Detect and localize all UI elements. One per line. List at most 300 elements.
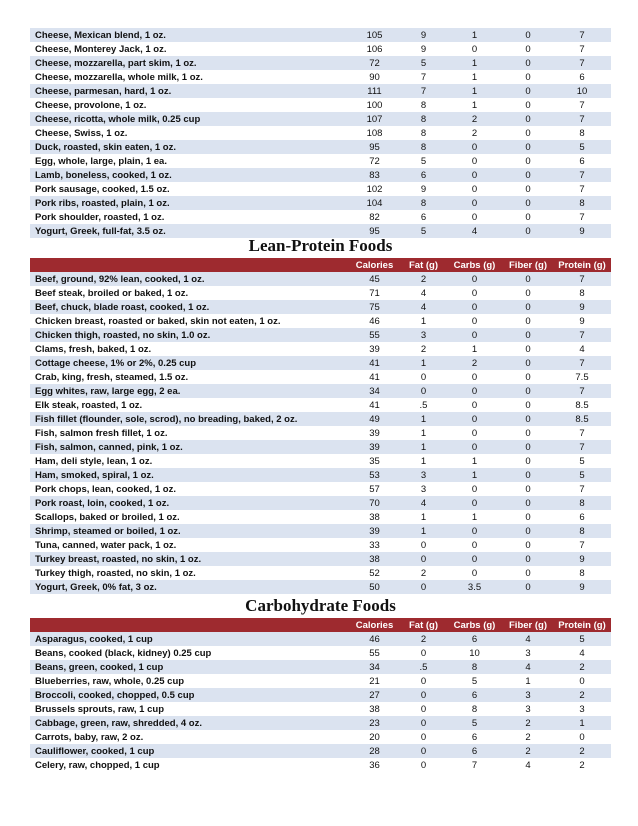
- nutrient-value-cell: 0: [471, 141, 478, 153]
- food-name-cell: Ham, smoked, spiral, 1 oz.: [35, 469, 154, 481]
- food-name-cell: Fish fillet (flounder, sole, scrod), no breading, baked, 2 oz.: [35, 413, 298, 425]
- nutrient-value-cell: 57: [369, 483, 380, 495]
- nutrient-value-cell: 9: [579, 581, 585, 593]
- top-food-table: [30, 28, 611, 238]
- nutrient-value-cell: 0: [525, 169, 531, 181]
- nutrient-value-cell: 0: [471, 197, 478, 209]
- food-name-cell: Crab, king, fresh, steamed, 1.5 oz.: [35, 371, 189, 383]
- nutrient-value-cell: 0: [471, 371, 478, 383]
- nutrient-value-cell: 6: [471, 633, 478, 645]
- nutrient-value-cell: 0: [525, 57, 531, 69]
- nutrient-value-cell: 4: [420, 497, 427, 509]
- nutrient-value-cell: 38: [369, 511, 380, 523]
- nutrient-value-cell: 39: [369, 343, 380, 355]
- food-name-cell: Pork shoulder, roasted, 1 oz.: [35, 211, 165, 223]
- table-row: [30, 674, 611, 688]
- nutrient-value-cell: 2: [579, 745, 585, 757]
- nutrient-value-cell: 5: [420, 57, 427, 69]
- nutrient-value-cell: 10: [469, 647, 480, 659]
- nutrient-value-cell: 90: [369, 71, 380, 83]
- nutrient-value-cell: 4: [525, 759, 531, 771]
- nutrient-value-cell: 4: [525, 633, 531, 645]
- nutrient-value-cell: 2: [471, 357, 478, 369]
- column-header: Carbs (g): [453, 259, 496, 271]
- nutrient-value-cell: 1: [471, 511, 478, 523]
- nutrient-value-cell: 8: [420, 113, 427, 125]
- nutrient-value-cell: 0: [420, 371, 427, 383]
- table-row: [30, 210, 611, 224]
- nutrient-value-cell: 8: [579, 197, 585, 209]
- nutrient-value-cell: 0: [525, 273, 531, 285]
- nutrient-value-cell: 23: [369, 717, 380, 729]
- nutrient-value-cell: 20: [369, 731, 380, 743]
- nutrient-value-cell: 5: [471, 675, 478, 687]
- nutrient-value-cell: 0: [420, 553, 427, 565]
- nutrient-value-cell: 8.5: [575, 413, 589, 425]
- carbohydrate-title: Carbohydrate Foods: [245, 596, 396, 615]
- table-row: [30, 384, 611, 398]
- nutrient-value-cell: 0: [525, 301, 531, 313]
- food-name-cell: Fish, salmon, canned, pink, 1 oz.: [35, 441, 183, 453]
- column-header: Calories: [355, 619, 394, 631]
- food-name-cell: Shrimp, steamed or boiled, 1 oz.: [35, 525, 181, 537]
- nutrient-value-cell: 6: [471, 731, 478, 743]
- nutrient-value-cell: 2: [420, 273, 427, 285]
- table-row: [30, 168, 611, 182]
- nutrient-value-cell: 0: [471, 427, 478, 439]
- nutrient-value-cell: 7: [579, 385, 585, 397]
- column-header: Fiber (g): [509, 619, 547, 631]
- nutrient-value-cell: 8: [420, 127, 427, 139]
- nutrient-value-cell: 8: [579, 497, 585, 509]
- nutrient-value-cell: 0: [471, 169, 478, 181]
- food-name-cell: Beef, ground, 92% lean, cooked, 1 oz.: [35, 273, 205, 285]
- nutrient-value-cell: 83: [369, 169, 380, 181]
- food-name-cell: Cottage cheese, 1% or 2%, 0.25 cup: [35, 357, 197, 369]
- table-row: [30, 140, 611, 154]
- nutrient-value-cell: 3.5: [467, 581, 482, 593]
- nutrient-value-cell: 6: [471, 745, 478, 757]
- nutrient-value-cell: 0: [525, 71, 531, 83]
- nutrient-value-cell: 0: [579, 731, 585, 743]
- nutrient-value-cell: 0: [471, 329, 478, 341]
- nutrient-value-cell: 0: [471, 211, 478, 223]
- nutrient-value-cell: 0: [471, 315, 478, 327]
- nutrient-value-cell: 0: [525, 441, 531, 453]
- table-row: [30, 688, 611, 702]
- nutrient-value-cell: 0: [525, 567, 531, 579]
- nutrient-value-cell: 2: [525, 717, 531, 729]
- nutrient-value-cell: 9: [579, 315, 585, 327]
- nutrient-value-cell: 107: [366, 113, 383, 125]
- nutrient-value-cell: 0: [525, 99, 531, 111]
- food-name-cell: Cheese, Monterey Jack, 1 oz.: [35, 43, 167, 55]
- nutrient-value-cell: 49: [369, 413, 380, 425]
- nutrient-value-cell: 4: [471, 225, 478, 237]
- table-row: [30, 482, 611, 496]
- nutrient-value-cell: 0: [525, 399, 531, 411]
- nutrient-value-cell: 104: [366, 197, 383, 209]
- nutrient-value-cell: 34: [369, 661, 380, 673]
- nutrient-value-cell: 106: [366, 43, 383, 55]
- nutrient-value-cell: 0: [525, 141, 531, 153]
- nutrient-value-cell: 50: [369, 581, 380, 593]
- nutrient-value-cell: 2: [579, 759, 585, 771]
- nutrient-value-cell: 7: [579, 329, 585, 341]
- column-header: Carbs (g): [453, 619, 496, 631]
- nutrient-value-cell: 5: [471, 717, 478, 729]
- table-row: [30, 646, 611, 660]
- nutrient-value-cell: 0: [525, 113, 531, 125]
- nutrient-value-cell: 0: [471, 441, 478, 453]
- nutrient-value-cell: 0: [525, 413, 531, 425]
- table-row: [30, 286, 611, 300]
- food-name-cell: Elk steak, roasted, 1 oz.: [35, 399, 143, 411]
- nutrient-value-cell: 7: [579, 113, 585, 125]
- nutrient-value-cell: 0: [471, 287, 478, 299]
- food-name-cell: Blueberries, raw, whole, 0.25 cup: [35, 675, 185, 687]
- nutrient-value-cell: 36: [369, 759, 380, 771]
- nutrient-value-cell: 2: [420, 567, 427, 579]
- column-header: Protein (g): [558, 619, 606, 631]
- nutrient-value-cell: 0: [420, 759, 427, 771]
- nutrient-value-cell: 0: [471, 525, 478, 537]
- food-name-cell: Pork ribs, roasted, plain, 1 oz.: [35, 197, 170, 209]
- food-name-cell: Beans, cooked (black, kidney) 0.25 cup: [35, 647, 212, 659]
- nutrient-value-cell: 3: [525, 703, 531, 715]
- nutrient-value-cell: 3: [420, 329, 427, 341]
- nutrient-value-cell: 45: [369, 273, 380, 285]
- column-header: Fat (g): [408, 259, 439, 271]
- nutrient-value-cell: 4: [420, 287, 427, 299]
- nutrient-value-cell: 0: [525, 127, 531, 139]
- nutrient-value-cell: 5: [579, 455, 585, 467]
- nutrient-value-cell: 71: [369, 287, 380, 299]
- table-row: [30, 98, 611, 112]
- nutrient-value-cell: 72: [369, 155, 380, 167]
- nutrient-value-cell: .5: [419, 661, 428, 673]
- nutrient-value-cell: 0: [525, 287, 531, 299]
- nutrient-value-cell: 27: [369, 689, 380, 701]
- nutrient-value-cell: 3: [525, 689, 531, 701]
- food-name-cell: Cheese, Swiss, 1 oz.: [35, 127, 128, 139]
- food-name-cell: Clams, fresh, baked, 1 oz.: [35, 343, 152, 355]
- food-name-cell: Fish, salmon fresh fillet, 1 oz.: [35, 427, 168, 439]
- lean-protein-table: [30, 272, 611, 594]
- table-row: [30, 342, 611, 356]
- table-row: [30, 154, 611, 168]
- nutrient-value-cell: 0: [525, 553, 531, 565]
- column-header: Fiber (g): [509, 259, 547, 271]
- nutrient-value-cell: 2: [420, 343, 427, 355]
- food-name-cell: Pork sausage, cooked, 1.5 oz.: [35, 183, 170, 195]
- food-name-cell: Chicken breast, roasted or baked, skin not eaten, 1 oz.: [35, 315, 281, 327]
- food-name-cell: Yogurt, Greek, full-fat, 3.5 oz.: [35, 225, 166, 237]
- nutrient-value-cell: 38: [369, 553, 380, 565]
- food-name-cell: Turkey thigh, roasted, no skin, 1 oz.: [35, 567, 196, 579]
- nutrient-value-cell: 7.5: [575, 371, 589, 383]
- nutrient-value-cell: 9: [579, 301, 585, 313]
- nutrient-value-cell: 9: [579, 225, 585, 237]
- food-name-cell: Cheese, provolone, 1 oz.: [35, 99, 147, 111]
- nutrient-value-cell: 4: [579, 647, 585, 659]
- nutrient-value-cell: 2: [525, 731, 531, 743]
- food-name-cell: Cabbage, green, raw, shredded, 4 oz.: [35, 717, 202, 729]
- nutrient-value-cell: 0: [525, 511, 531, 523]
- nutrient-value-cell: 0: [525, 85, 531, 97]
- nutrient-value-cell: 0: [525, 329, 531, 341]
- nutrient-value-cell: 0: [525, 525, 531, 537]
- nutrient-value-cell: 0: [420, 745, 427, 757]
- food-name-cell: Beef steak, broiled or baked, 1 oz.: [35, 287, 189, 299]
- nutrient-value-cell: 75: [369, 301, 380, 313]
- nutrient-value-cell: 1: [471, 343, 478, 355]
- nutrient-value-cell: 8: [471, 661, 478, 673]
- nutrient-value-cell: 1: [420, 525, 427, 537]
- nutrient-value-cell: 0: [471, 385, 478, 397]
- nutrient-value-cell: 28: [369, 745, 380, 757]
- nutrient-value-cell: 5: [420, 155, 427, 167]
- table-row: [30, 196, 611, 210]
- nutrient-value-cell: 1: [420, 455, 427, 467]
- nutrient-value-cell: 0: [525, 155, 531, 167]
- nutrient-value-cell: 53: [369, 469, 380, 481]
- food-name-cell: Pork chops, lean, cooked, 1 oz.: [35, 483, 176, 495]
- nutrient-value-cell: 2: [579, 689, 585, 701]
- nutrient-value-cell: 5: [579, 469, 585, 481]
- table-row: [30, 84, 611, 98]
- nutrient-value-cell: 111: [367, 85, 382, 97]
- food-name-cell: Beef, chuck, blade roast, cooked, 1 oz.: [35, 301, 210, 313]
- carbohydrate-table: [30, 632, 611, 772]
- nutrient-value-cell: 8: [420, 141, 427, 153]
- food-name-cell: Chicken thigh, roasted, no skin, 1.0 oz.: [35, 329, 211, 341]
- nutrient-value-cell: 55: [369, 329, 380, 341]
- nutrient-value-cell: 3: [525, 647, 531, 659]
- nutrient-value-cell: 55: [369, 647, 380, 659]
- nutrient-value-cell: 0: [420, 647, 427, 659]
- nutrient-value-cell: 7: [579, 43, 585, 55]
- nutrient-value-cell: 9: [420, 43, 427, 55]
- food-name-cell: Duck, roasted, skin eaten, 1 oz.: [35, 141, 176, 153]
- nutrient-value-cell: 0: [525, 469, 531, 481]
- food-name-cell: Turkey breast, roasted, no skin, 1 oz.: [35, 553, 202, 565]
- nutrient-value-cell: 41: [369, 357, 380, 369]
- nutrient-value-cell: 102: [366, 183, 383, 195]
- nutrient-value-cell: 0: [579, 675, 585, 687]
- food-name-cell: Lamb, boneless, cooked, 1 oz.: [35, 169, 172, 181]
- table-row: [30, 182, 611, 196]
- nutrient-value-cell: 6: [579, 511, 585, 523]
- nutrient-value-cell: 0: [471, 553, 478, 565]
- lean-protein-title: Lean-Protein Foods: [248, 236, 393, 255]
- food-name-cell: Celery, raw, chopped, 1 cup: [35, 759, 160, 771]
- table-row: [30, 300, 611, 314]
- table-row: [30, 510, 611, 524]
- nutrient-value-cell: 33: [369, 539, 380, 551]
- table-row: [30, 356, 611, 370]
- nutrient-value-cell: 0: [471, 539, 478, 551]
- nutrient-value-cell: 2: [579, 661, 585, 673]
- table-row: [30, 28, 611, 42]
- food-name-cell: Pork roast, loin, cooked, 1 oz.: [35, 497, 170, 509]
- nutrient-value-cell: 0: [420, 731, 427, 743]
- nutrient-value-cell: 1: [471, 455, 478, 467]
- table-row: [30, 70, 611, 84]
- table-row: [30, 126, 611, 140]
- nutrient-value-cell: 8: [579, 525, 585, 537]
- nutrient-value-cell: 8.5: [575, 399, 589, 411]
- carbohydrate-header: [30, 618, 611, 632]
- nutrient-value-cell: 2: [420, 633, 427, 645]
- nutrient-value-cell: 0: [420, 689, 427, 701]
- nutrient-value-cell: 1: [471, 99, 478, 111]
- nutrient-value-cell: 0: [471, 301, 478, 313]
- nutrient-value-cell: 7: [579, 183, 585, 195]
- carbohydrate-section: [30, 598, 611, 772]
- food-name-cell: Cheese, parmesan, hard, 1 oz.: [35, 85, 172, 97]
- food-name-cell: Cheese, ricotta, whole milk, 0.25 cup: [35, 113, 201, 125]
- food-name-cell: Carrots, baby, raw, 2 oz.: [35, 731, 144, 743]
- table-row: [30, 42, 611, 56]
- table-row: [30, 440, 611, 454]
- nutrient-value-cell: 21: [369, 675, 380, 687]
- table-row: [30, 56, 611, 70]
- nutrient-value-cell: 105: [366, 29, 383, 41]
- table-row: [30, 398, 611, 412]
- nutrient-value-cell: 7: [579, 427, 585, 439]
- table-row: [30, 552, 611, 566]
- nutrient-value-cell: 70: [369, 497, 380, 509]
- nutrient-value-cell: 3: [420, 483, 427, 495]
- nutrient-value-cell: 0: [471, 413, 478, 425]
- food-name-cell: Broccoli, cooked, chopped, 0.5 cup: [35, 689, 195, 701]
- nutrient-value-cell: 0: [471, 273, 478, 285]
- nutrient-value-cell: 4: [420, 301, 427, 313]
- nutrient-value-cell: 0: [420, 581, 427, 593]
- nutrient-value-cell: 0: [420, 385, 427, 397]
- nutrient-value-cell: 7: [579, 539, 585, 551]
- lean-protein-header: [30, 258, 611, 272]
- nutrient-value-cell: 7: [579, 57, 585, 69]
- nutrient-value-cell: 52: [369, 567, 380, 579]
- nutrient-value-cell: 1: [579, 717, 585, 729]
- nutrient-value-cell: 38: [369, 703, 380, 715]
- nutrient-value-cell: 0: [525, 455, 531, 467]
- nutrient-value-cell: 3: [579, 703, 585, 715]
- nutrient-value-cell: 0: [525, 385, 531, 397]
- column-header: Protein (g): [558, 259, 606, 271]
- nutrient-value-cell: 1: [420, 357, 427, 369]
- nutrient-value-cell: 0: [525, 211, 531, 223]
- table-row: [30, 744, 611, 758]
- nutrient-value-cell: 0: [420, 703, 427, 715]
- nutrient-value-cell: 4: [579, 343, 585, 355]
- nutrient-value-cell: 1: [420, 441, 427, 453]
- column-header: Fat (g): [408, 619, 439, 631]
- food-name-cell: Egg, whole, large, plain, 1 ea.: [35, 155, 167, 167]
- nutrient-value-cell: 0: [525, 371, 531, 383]
- nutrient-value-cell: 8: [579, 567, 585, 579]
- nutrient-value-cell: 82: [369, 211, 380, 223]
- table-row: [30, 716, 611, 730]
- nutrient-value-cell: 0: [471, 43, 478, 55]
- nutrient-value-cell: 0: [525, 183, 531, 195]
- nutrient-value-cell: 0: [471, 497, 478, 509]
- nutrient-value-cell: 39: [369, 441, 380, 453]
- nutrient-value-cell: 6: [420, 169, 427, 181]
- nutrient-value-cell: 2: [471, 127, 478, 139]
- nutrient-value-cell: 8: [471, 703, 478, 715]
- nutrient-value-cell: 8: [420, 197, 427, 209]
- nutrient-value-cell: 100: [366, 99, 383, 111]
- nutrient-value-cell: 2: [471, 113, 478, 125]
- table-row: [30, 468, 611, 482]
- food-name-cell: Cheese, mozzarella, whole milk, 1 oz.: [35, 71, 203, 83]
- table-row: [30, 730, 611, 744]
- nutrient-value-cell: 8: [579, 287, 585, 299]
- nutrient-value-cell: 95: [369, 225, 380, 237]
- nutrient-value-cell: 10: [576, 85, 588, 97]
- nutrient-value-cell: 1: [420, 315, 427, 327]
- food-name-cell: Cheese, Mexican blend, 1 oz.: [35, 29, 166, 41]
- food-name-cell: Asparagus, cooked, 1 cup: [35, 633, 153, 645]
- column-header: Calories: [355, 259, 394, 271]
- nutrient-value-cell: 5: [579, 141, 585, 153]
- nutrient-value-cell: 1: [525, 675, 531, 687]
- nutrient-value-cell: 0: [525, 29, 531, 41]
- nutrient-value-cell: 6: [471, 689, 478, 701]
- nutrient-value-cell: 72: [369, 57, 380, 69]
- nutrient-value-cell: 4: [525, 661, 531, 673]
- nutrient-value-cell: 7: [579, 169, 585, 181]
- nutrient-value-cell: 35: [369, 455, 380, 467]
- food-name-cell: Tuna, canned, water pack, 1 oz.: [35, 539, 177, 551]
- nutrient-value-cell: 0: [525, 357, 531, 369]
- table-row: [30, 426, 611, 440]
- nutrient-value-cell: 7: [579, 211, 585, 223]
- nutrient-value-cell: 1: [471, 29, 478, 41]
- nutrient-value-cell: 8: [420, 99, 427, 111]
- lean-protein-section: [30, 238, 611, 594]
- nutrient-value-cell: 0: [525, 539, 531, 551]
- food-name-cell: Beans, green, cooked, 1 cup: [35, 661, 164, 673]
- nutrient-value-cell: 0: [471, 483, 478, 495]
- nutrient-value-cell: 7: [579, 441, 585, 453]
- nutrient-value-cell: 46: [369, 633, 380, 645]
- nutrient-value-cell: 46: [369, 315, 380, 327]
- nutrient-value-cell: 5: [579, 633, 585, 645]
- top-food-section: [30, 28, 611, 238]
- nutrient-value-cell: 1: [420, 427, 427, 439]
- nutrient-value-cell: 6: [579, 71, 585, 83]
- nutrient-value-cell: 9: [579, 553, 585, 565]
- nutrient-value-cell: 0: [420, 539, 427, 551]
- nutrient-value-cell: 0: [525, 197, 531, 209]
- table-row: [30, 328, 611, 342]
- nutrient-value-cell: 7: [471, 759, 478, 771]
- nutrient-value-cell: 0: [471, 183, 478, 195]
- nutrient-value-cell: 9: [420, 183, 427, 195]
- table-row: [30, 496, 611, 510]
- nutrient-value-cell: 95: [369, 141, 380, 153]
- nutrient-value-cell: 41: [369, 399, 380, 411]
- nutrient-value-cell: 0: [525, 343, 531, 355]
- nutrient-value-cell: 6: [579, 155, 585, 167]
- nutrient-value-cell: 0: [525, 497, 531, 509]
- food-name-cell: Cheese, mozzarella, part skim, 1 oz.: [35, 57, 197, 69]
- table-row: [30, 580, 611, 594]
